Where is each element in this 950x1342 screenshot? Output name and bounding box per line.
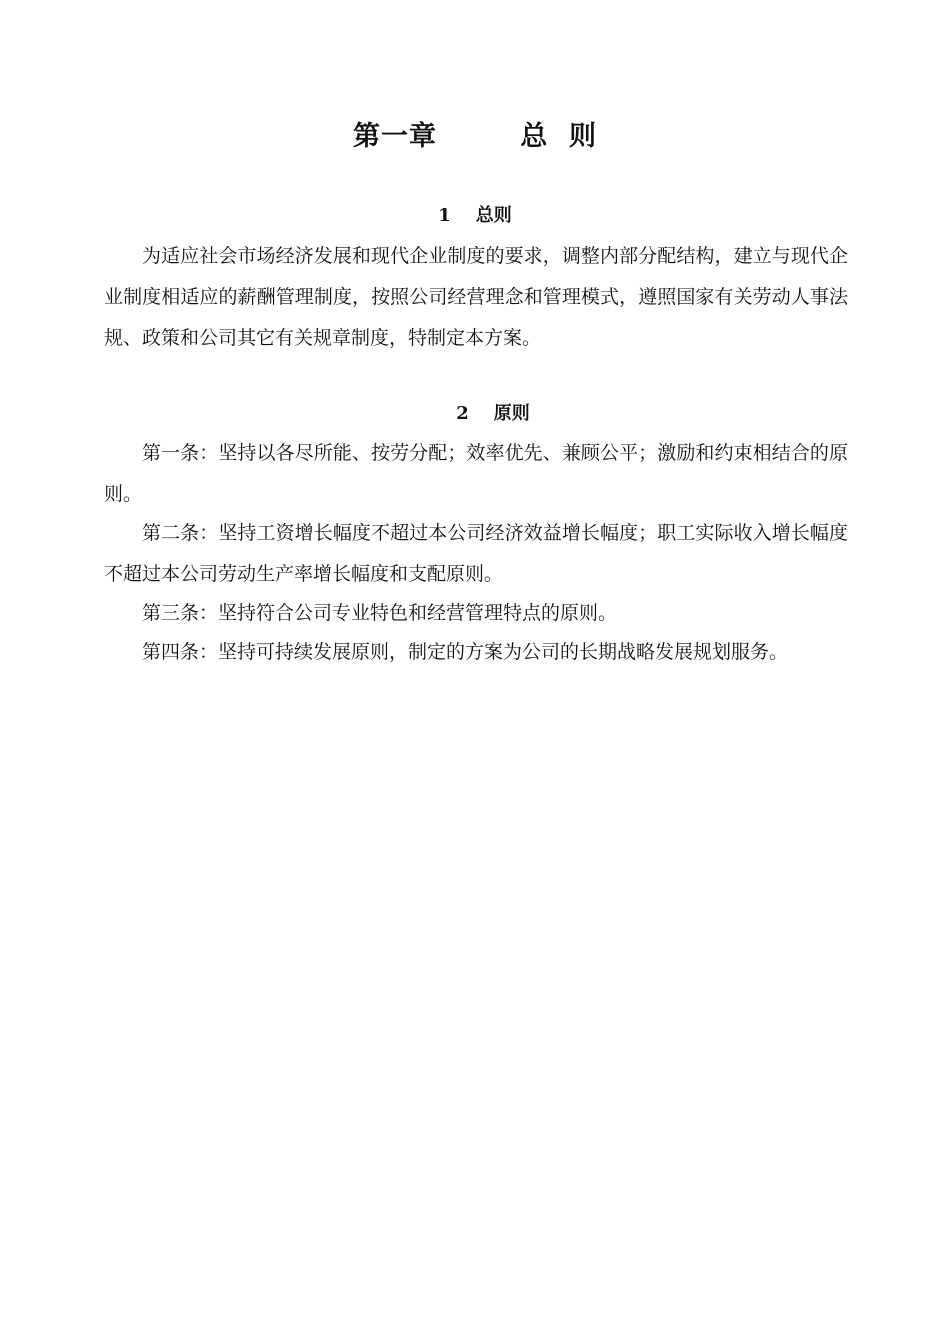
section-heading-general: 1 总则: [438, 205, 512, 226]
article-4: 第四条：坚持可持续发展原则，制定的方案为公司的长期战略发展规划服务。: [142, 641, 789, 663]
article-2: 第二条：坚持工资增长幅度不超过本公司经济效益增长幅度；职工实际收入增长幅度不超过本公司劳动生产率增长幅度和支配原则。: [104, 522, 848, 585]
article-1: 第一条：坚持以各尽所能、按劳分配；效率优先、兼顾公平；激励和约束相结合的原则。: [104, 442, 848, 505]
chapter-title: 第一章 总 则: [353, 121, 597, 152]
general-paragraph: 为适应社会市场经济发展和现代企业制度的要求，调整内部分配结构，建立与现代企业制度相适应的薪酬管理制度，按照公司经营理念和管理模式，遵照国家有关劳动人事法规、政策和公司其它有关规章制度，特制定本方案。: [104, 245, 848, 349]
section-heading-principles: 2 原则: [456, 403, 530, 424]
article-3: 第三条：坚持符合公司专业特色和经营管理特点的原则。: [142, 602, 618, 624]
